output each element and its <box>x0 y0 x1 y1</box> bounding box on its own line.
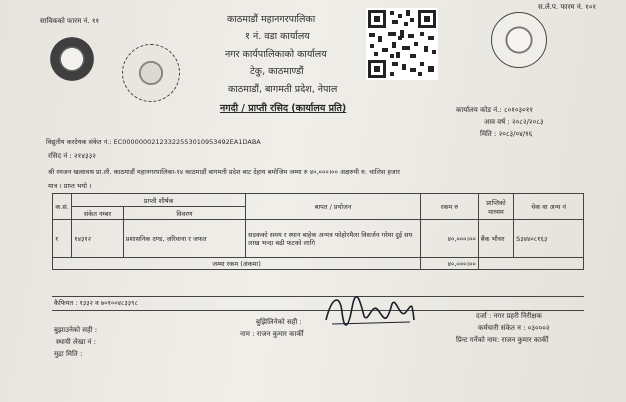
electronic-payer-code: विद्युतीय करदेयक संकेत नं.: EC00000002123322553010953492EA1DABA <box>46 138 261 146</box>
remarks-divider <box>52 296 584 297</box>
receipt-date: मिति : २०८३/०४/१६ <box>480 130 533 138</box>
form-number-left: साविकको फारम नं. ११ <box>40 17 100 25</box>
row-desc: प्रशासनिक दण्ड, जरिवाना र जफत <box>123 220 245 258</box>
col-purpose: बापत / प्रयोजन <box>246 194 421 220</box>
municipality-logo <box>491 12 547 68</box>
col-medium: प्राप्तिको माध्यम <box>478 194 513 220</box>
col-head: प्राप्ती शीर्षक <box>72 194 246 207</box>
payer-sign-label: बुझाउनेको सही : <box>54 326 98 334</box>
row-purpose: सडकको समय र स्थान बाहेक अन्यत्र फोहोरमैला विसर्जन गरेमा दुई सय लाख भन्दा बढी फटको लागि <box>246 220 421 258</box>
ward-office: १ नं. वडा कार्यालय <box>245 31 310 42</box>
checker-designation: दर्जा : नगर प्रहरी निरीक्षक <box>476 312 542 320</box>
remarks-bottom-divider <box>52 310 584 311</box>
row-cheque: S३४४०८१६३ <box>514 220 584 258</box>
received-line-2: मात्र । प्राप्त भयो । <box>48 182 92 190</box>
received-from-text: श्री रमजन खत्वावश्र प्रा.ली. काठमाडौं महानगरपालिका-१४ काठमाडौं बागमती प्रदेश बाट देहाय बमोजिम जम्मा रु ४०,०००।०० अक्षरुपी रु. चालिस हजार <box>48 168 400 176</box>
form-number-right: स.ले.प. फारम नं. १०१ <box>538 3 597 11</box>
employee-code: कर्मचारी संकेत न : ०३०००२ <box>478 324 550 332</box>
col-sn: क.सं. <box>53 194 72 220</box>
executive-office: नगर कार्यपालिकाको कार्यालय <box>225 49 327 60</box>
stamp-date-label: मुद्रा मिति : <box>54 350 83 358</box>
municipality-round-stamp <box>122 44 180 102</box>
receipt-number: रसिद नं : २१४३३२ <box>48 152 96 160</box>
printed-by: प्रिन्ट गर्नेको नाम: राजन कुमार कार्की <box>456 336 549 344</box>
nepal-emblem-logo <box>46 34 98 84</box>
col-cheque: चेक वा अन्य नं <box>514 194 584 220</box>
receiver-name: नाम : राजन कुमार कार्की <box>240 330 304 338</box>
row-code: १४३१२ <box>72 220 124 258</box>
col-amount: रकम रु <box>421 194 479 220</box>
receiver-sign-label: बुझिलिनेको सही : <box>256 318 302 326</box>
row-amount: ४०,०००।०० <box>421 220 479 258</box>
receipt-table <box>52 193 584 270</box>
account-number-label: स्थायी लेखा नं : <box>56 338 96 346</box>
row-medium: बैंक भौचर <box>478 220 513 258</box>
qr-code <box>366 8 438 80</box>
fiscal-year: आव वर्ष : २०८२/२०८३ <box>484 118 544 126</box>
row-sn: १ <box>53 220 72 258</box>
remarks-transaction: कैफियत : १३३२ व ७०१००४८३३९८ <box>54 299 138 307</box>
col-code: संकेत नम्बर <box>72 207 124 220</box>
total-label: जम्मा रकम (अंकमा) <box>53 258 421 270</box>
handwritten-signature <box>322 290 418 336</box>
office-address: काठमाडौं, बागमती प्रदेश, नेपाल <box>228 84 338 95</box>
receipt-title: नगदी / प्राप्ती रसिद (कार्यालय प्रति) <box>220 103 347 114</box>
office-code: कार्यालय कोड नं.: ८०१०३०११ <box>456 106 534 114</box>
table-row <box>53 220 584 258</box>
office-location: टेकु, काठमाण्डौं <box>250 66 304 77</box>
col-desc: विवरण <box>123 207 245 220</box>
total-amount: ४०,०००।०० <box>421 258 479 270</box>
total-empty <box>478 258 583 270</box>
municipality-name: काठमाडौं महानगरपालिका <box>227 14 316 25</box>
